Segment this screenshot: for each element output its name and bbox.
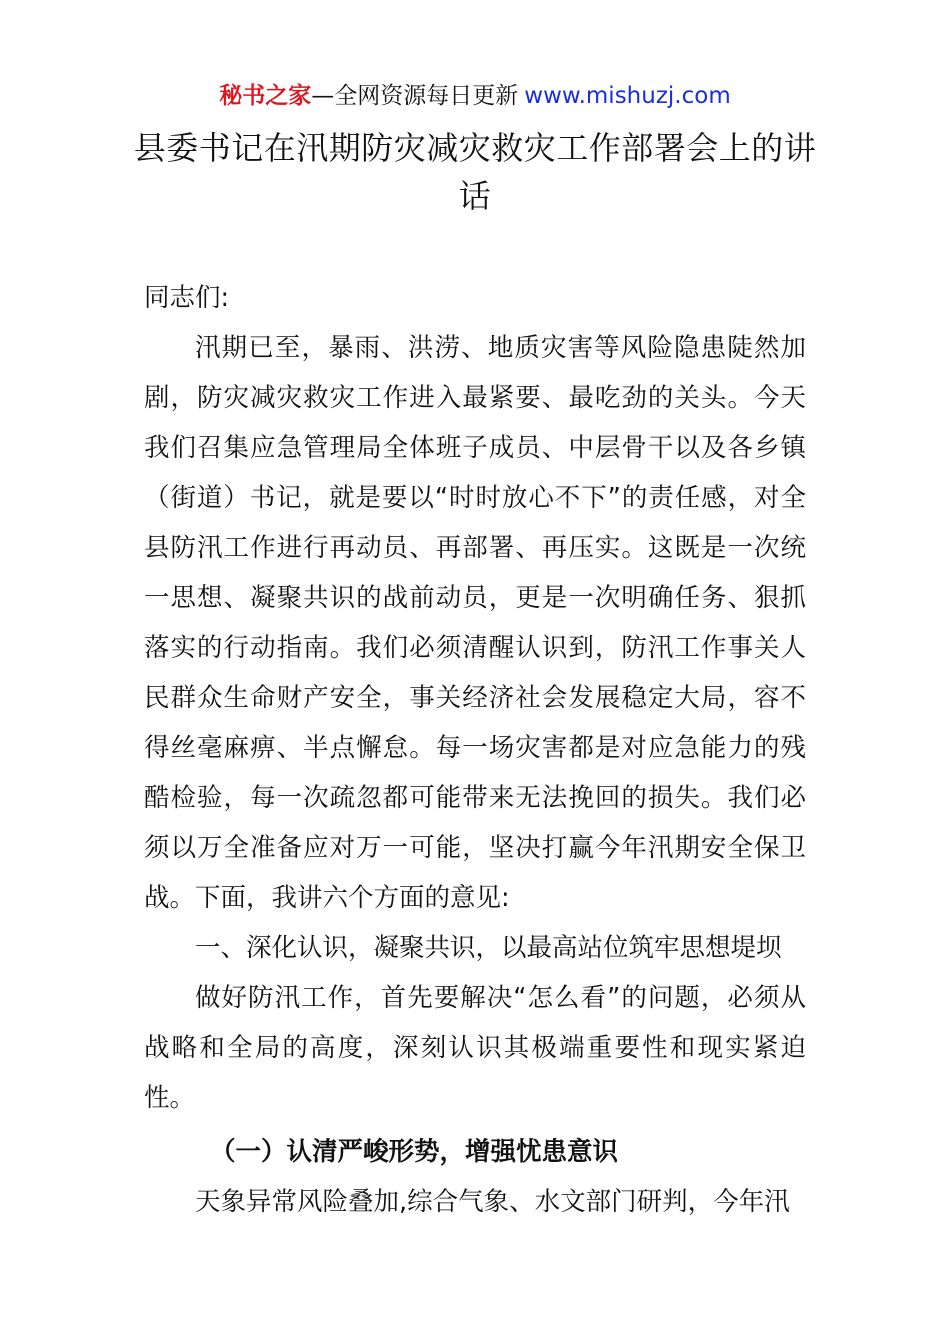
section-heading-1: 一、深化认识，凝聚共识，以最高站位筑牢思想堤坝 bbox=[195, 933, 782, 963]
intro-paragraph: 汛期已至，暴雨、洪涝、地质灾害等风险隐患陡然加剧，防灾减灾救灾工作进入最紧要、最吃劲的关头。今天我们召集应急管理局全体班子成员、中层骨干以及各乡镇（街道）书记，就是要以“时时放心不下”的责任感，对全县防汛工作进行再动员、再部署、再压实。这既是一次统一思想、凝聚共识的战前动员，更是一次明确任务、狠抓落实的行动指南。我们必须清醒认识到，防汛工作事关人民群众生命财产安全，事关经济社会发展稳定大局，容不得丝毫麻痹、半点懈怠。每一场灾害都是对应急能力的残酷检验，每一次疏忽都可能带来无法挽回的损失。我们必须以万全准备应对万一可能，坚决打赢今年汛期安全保卫战。下面，我讲六个方面的意见: bbox=[144, 333, 806, 913]
site-tagline: —全网资源每日更新 bbox=[311, 83, 519, 109]
document-title: 县委书记在汛期防灾减灾救灾工作部署会上的讲话 bbox=[133, 129, 817, 215]
greeting: 同志们: bbox=[144, 283, 230, 313]
subsection-heading-1: （一）认清严峻形势，增强忧患意识 bbox=[210, 1137, 619, 1167]
site-brand: 秘书之家 bbox=[219, 83, 312, 109]
section-paragraph-1: 做好防汛工作，首先要解决“怎么看”的问题，必须从战略和全局的高度，深刻认识其极端重要性和现实紧迫性。 bbox=[144, 983, 806, 1113]
subsection-paragraph-1: 天象异常风险叠加,综合气象、水文部门研判，今年汛 bbox=[195, 1187, 790, 1217]
site-url-link[interactable]: www.mishuzj.com bbox=[524, 83, 731, 109]
document-body bbox=[144, 273, 806, 1227]
site-header bbox=[0, 80, 950, 112]
